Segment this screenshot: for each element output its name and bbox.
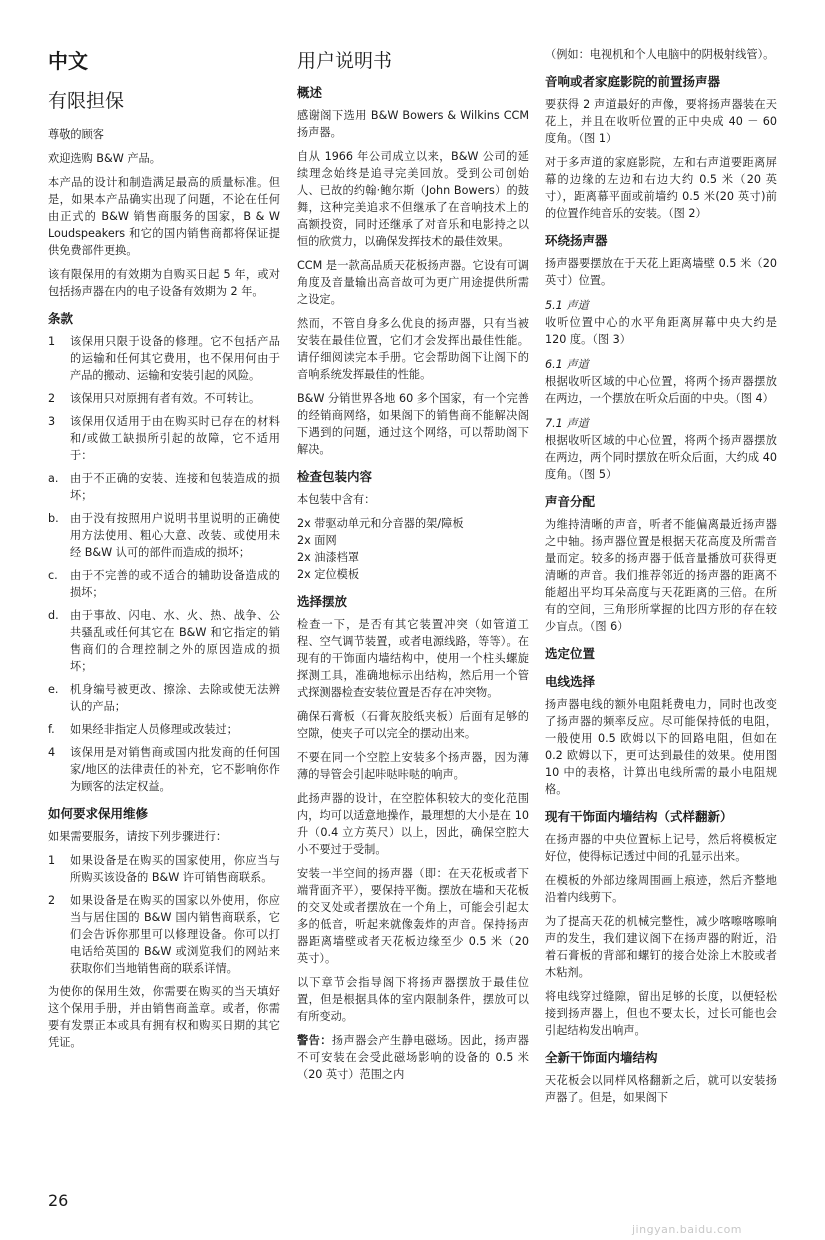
warranty-paragraph-1: 本产品的设计和制造满足最高的质量标准。但是，如果本产品确实出现了问题，不论在任何由正式的 B&W 销售商服务的国家，B & W Loudspeakers 和它的国内销售商都将保证提供免费部件更换。 bbox=[48, 176, 280, 257]
contents-intro: 本包装中含有： bbox=[297, 493, 376, 506]
warning-text: 扬声器会产生静电磁场。因此，扬声器不可安装在会受此磁场影响的设备的 0.5 米（20 英寸）范围之内 bbox=[297, 1034, 529, 1081]
list-marker: 1 bbox=[48, 335, 56, 348]
surround-paragraph: 扬声器要摆放在于天花上距离墙壁 0.5 米（20 英寸）位置。 bbox=[545, 257, 777, 287]
positioning-heading: 选定位置 bbox=[545, 646, 596, 661]
new-wall-paragraph: 天花板会以同样风格翻新之后，就可以安装扬声器了。但是，如果阁下 bbox=[545, 1074, 777, 1104]
list-item bbox=[48, 721, 280, 738]
column-warranty bbox=[48, 46, 280, 1058]
placement-paragraph: 检查一下，是否有其它装置冲突（如管道工程、空气调节装置，或者电源线路，等等）。在现有的干饰面内墙结构中，使用一个柱头螺旋探测工具，准确地标示出结构，然后用一个管式探测器检查安装位置是否存在冲突物。 bbox=[297, 618, 529, 699]
list-item bbox=[48, 510, 280, 561]
overview-paragraph: CCM 是一款高品质天花板扬声器。它设有可调角度及音量输出高音故可为更广用途提供所需之设定。 bbox=[297, 259, 529, 306]
existing-wall-paragraph: 将电线穿过缝隙，留出足够的长度，以便轻松接到扬声器上，但也不要太长，过长可能也会引起结构发出响声。 bbox=[545, 990, 777, 1037]
list-item bbox=[48, 852, 280, 886]
list-marker: 2 bbox=[48, 392, 56, 405]
claim-heading: 如何要求保用维修 bbox=[48, 806, 149, 821]
placement-heading: 选择摆放 bbox=[297, 594, 348, 609]
front-speakers-heading: 音响或者家庭影院的前置扬声器 bbox=[545, 74, 721, 89]
list-item bbox=[48, 681, 280, 715]
overview-heading: 概述 bbox=[297, 85, 323, 100]
claim-outro: 为使你的保用生效，你需要在购买的当天填好这个保用手册，并由销售商盖章。或者，你需要有发票正本或具有拥有权和购买日期的其它凭证。 bbox=[48, 985, 280, 1049]
list-item-text: 该保用仅适用于由在购买时已存在的材料和/或做工缺损所引起的故障，它不适用于： bbox=[70, 415, 280, 462]
list-item-text: 如果设备是在购买的国家使用，你应当与所购买该设备的 B&W 许可销售商联系。 bbox=[70, 854, 280, 884]
list-marker: b. bbox=[48, 512, 59, 525]
placement-paragraph: 不要在同一个空腔上安装多个扬声器，因为薄薄的导管会引起咔哒咔哒的响声。 bbox=[297, 751, 529, 781]
list-item bbox=[48, 390, 280, 407]
channel-label-5-1: 5.1 声道 bbox=[545, 299, 589, 312]
list-marker: 4 bbox=[48, 746, 56, 759]
list-item-text: 该保用只限于设备的修理。它不包括产品的运输和任何其它费用，也不保用何由于产品的搬动、运输和安装引起的风险。 bbox=[70, 335, 280, 382]
contents-heading: 检查包装内容 bbox=[297, 469, 373, 484]
claim-intro: 如果需要服务，请按下列步骤进行： bbox=[48, 830, 228, 843]
list-marker: 3 bbox=[48, 415, 56, 428]
column-user-manual bbox=[297, 46, 529, 1090]
list-item-text: 由于不正确的安装、连接和包装造成的损坏； bbox=[70, 472, 280, 502]
existing-wall-paragraph: 在扬声器的中央位置标上记号，然后将模板定好位，使得标记透过中间的孔显示出来。 bbox=[545, 833, 777, 863]
channel-text-7-1: 根据收听区域的中心位置，将两个扬声器摆放在两边，两个同时摆放在听众后面，大约成 40 度角。（图 5） bbox=[545, 434, 777, 481]
placement-paragraph: 安装一半空间的扬声器（即：在天花板或者下端背面齐平），要保持平衡。摆放在墙和天花板的交叉处或者摆放在一个角上，可能会引起太多的低音，听起来就像轰炸的声音。保持扬声器距离墙壁或者天花板边缘至少 0.5 米（20 英寸）。 bbox=[297, 867, 529, 965]
distribution-paragraph: 为维持清晰的声音，听者不能偏离最近扬声器之中轴。扬声器位置是根据天花高度及所需音量而定。较多的扬声器于低音量播放可获得更清晰的声音。我们推荐邻近的扬声器的距离不能超出平均耳朵高度与天花距离的三倍。在所有的空间，三角形所掌握的比四方形的存在较少盲点。（图 6） bbox=[545, 518, 777, 633]
list-item-text: 该保用是对销售商或国内批发商的任何国家/地区的法律责任的补充，它不影响你作为顾客的法定权益。 bbox=[70, 746, 280, 793]
list-item bbox=[48, 470, 280, 504]
overview-paragraph: B&W 分销世界各地 60 多个国家，有一个完善的经销商网络，如果阁下的销售商不能解决阁下遇到的问题，通过这个网络，可以帮助阁下解决。 bbox=[297, 392, 529, 456]
watermark: jingyan.baidu.com bbox=[632, 1223, 743, 1236]
list-item-text: 该保用只对原拥有者有效。不可转让。 bbox=[70, 392, 261, 405]
front-paragraph: 要获得 2 声道最好的声像，要将扬声器装在天花上，并且在收听位置的正中央成 40 － 60 度角。（图 1） bbox=[545, 98, 777, 145]
list-item bbox=[48, 892, 280, 977]
placement-paragraph: 此扬声器的设计，在空腔体积较大的变化范围内，均可以适意地操作，最理想的大小是在 10 升（0.4 立方英尺）以上，因此，确保空腔大小不要过于受制。 bbox=[297, 792, 529, 856]
warranty-paragraph-2: 该有限保用的有效期为自购买日起 5 年，或对包括扬声器在内的电子设备有效期为 2 年。 bbox=[48, 268, 280, 298]
list-item-text: 由于事故、闪电、水、火、热、战争、公共骚乱或任何其它在 B&W 和它指定的销售商们的合理控制之外的原因造成的损坏； bbox=[70, 609, 280, 673]
channel-text-5-1: 收听位置中心的水平角距离屏幕中央大约是 120 度。（图 3） bbox=[545, 316, 777, 346]
existing-wall-paragraph: 在模板的外部边缘周围画上痕迹，然后齐整地沿着内线剪下。 bbox=[545, 874, 777, 904]
list-item bbox=[48, 413, 280, 464]
list-item bbox=[48, 607, 280, 675]
wire-heading: 电线选择 bbox=[545, 674, 596, 689]
distribution-heading: 声音分配 bbox=[545, 494, 596, 509]
terms-heading: 条款 bbox=[48, 311, 74, 326]
list-item bbox=[48, 333, 280, 384]
placement-paragraph: 确保石膏板（石膏灰胶纸夹板）后面有足够的空隙，使夹子可以完全的摆动出来。 bbox=[297, 710, 529, 740]
language-heading: 中文 bbox=[48, 49, 88, 73]
existing-wall-paragraph: 为了提高天花的机械完整性，减少喀嚓喀嚓响声的发生，我们建议阁下在扬声器的附近，沿着石膏板的背部和螺钉的接合处涂上木胶或者木粘剂。 bbox=[545, 915, 777, 979]
list-item: 2x 油漆档罩 bbox=[297, 551, 360, 564]
page-number: 26 bbox=[48, 1191, 69, 1210]
list-marker: 2 bbox=[48, 894, 56, 907]
existing-wall-heading: 现有干饰面内墙结构（式样翻新） bbox=[545, 809, 733, 824]
list-item bbox=[48, 567, 280, 601]
list-marker: d. bbox=[48, 609, 59, 622]
warning-paragraph bbox=[297, 1032, 529, 1083]
list-item: 2x 带驱动单元和分音器的架/障板 bbox=[297, 517, 464, 530]
list-item-text: 如果设备是在购买的国家以外使用，你应当与居住国的 B&W 国内销售商联系，它们会告诉你那里可以修理设备。你可以打电话给英国的 B&W 或浏览我们的网站来获取你们当地销售商的联系详情。 bbox=[70, 894, 280, 975]
surround-heading: 环绕扬声器 bbox=[545, 233, 608, 248]
overview-paragraph: 自从 1966 年公司成立以来，B&W 公司的延续理念始终是追寻完美回放。受到公司创始人、已故的约翰·鲍尔斯（John Bowers）的鼓舞，这种完美追求不但继承了在音响技术上的高额投资，同时还继承了对音乐和电影持之以恒的欣赏力，以确保发挥技术的最佳效果。 bbox=[297, 150, 529, 248]
channel-text-6-1: 根据收听区域的中心位置，将两个扬声器摆放在两边，一个摆放在听众后面的中央。（图 4） bbox=[545, 375, 777, 405]
wire-paragraph: 扬声器电线的额外电阻耗费电力，同时也改变了扬声器的频率反应。尽可能保持低的电阻，一般使用 0.5 欧姆以下的回路电阻，但如在 0.2 欧姆以下，更可达到最佳的效果。使用图 10 中的表格，计算出电线所需的最小电阻规格。 bbox=[545, 698, 777, 796]
new-wall-heading: 全新干饰面内墙结构 bbox=[545, 1050, 658, 1065]
overview-paragraph: 感谢阁下选用 B&W Bowers & Wilkins CCM 扬声器。 bbox=[297, 109, 529, 139]
list-item: 2x 定位模板 bbox=[297, 568, 360, 581]
list-item bbox=[48, 744, 280, 795]
list-item-text: 由于不完善的或不适合的辅助设备造成的损坏； bbox=[70, 569, 280, 599]
list-marker: e. bbox=[48, 683, 59, 696]
claim-steps-list bbox=[48, 852, 280, 977]
list-marker: a. bbox=[48, 472, 59, 485]
column-positioning bbox=[545, 46, 777, 1113]
terms-list bbox=[48, 333, 280, 795]
list-item: 2x 面网 bbox=[297, 534, 337, 547]
channel-label-7-1: 7.1 声道 bbox=[545, 417, 589, 430]
overview-paragraph: 然而，不管自身多么优良的扬声器，只有当被安装在最佳位置，它们才会发挥出最佳性能。请仔细阅读完本手册。它会帮助阁下让阁下的音响系统发挥最佳的性能。 bbox=[297, 317, 529, 381]
front-paragraph: 对于多声道的家庭影院，左和右声道要距离屏幕的边缘的左边和右边大约 0.5 米（20 英寸），距离幕平面或前墙约 0.5 米(20 英寸)前的位置作纯音乐的安装。（图 2） bbox=[545, 156, 777, 220]
warranty-title: 有限担保 bbox=[48, 90, 125, 112]
list-item-text: 机身编号被更改、擦涂、去除或使无法辨认的产品； bbox=[70, 683, 280, 713]
list-item-text: 由于没有按照用户说明书里说明的正确使用方法使用、粗心大意、改装、或使用未经 B&W 认可的部件而造成的损坏； bbox=[70, 512, 280, 559]
placement-paragraph: 以下章节会指导阁下将扬声器摆放于最佳位置，但是根据具体的室内限制条件，摆放可以有所变动。 bbox=[297, 976, 529, 1023]
list-item-text: 如果经非指定人员修理或改装过； bbox=[70, 723, 238, 736]
continued-text: （例如：电视机和个人电脑中的阴极射线管）。 bbox=[545, 48, 775, 61]
salutation: 尊敬的顾客 bbox=[48, 128, 104, 141]
warning-label: 警告： bbox=[297, 1034, 332, 1047]
contents-list bbox=[297, 515, 529, 583]
list-marker: f. bbox=[48, 723, 55, 736]
manual-title: 用户说明书 bbox=[297, 50, 393, 72]
list-marker: 1 bbox=[48, 854, 56, 867]
welcome-text: 欢迎选购 B&W 产品。 bbox=[48, 152, 161, 165]
channel-label-6-1: 6.1 声道 bbox=[545, 358, 589, 371]
list-marker: c. bbox=[48, 569, 58, 582]
